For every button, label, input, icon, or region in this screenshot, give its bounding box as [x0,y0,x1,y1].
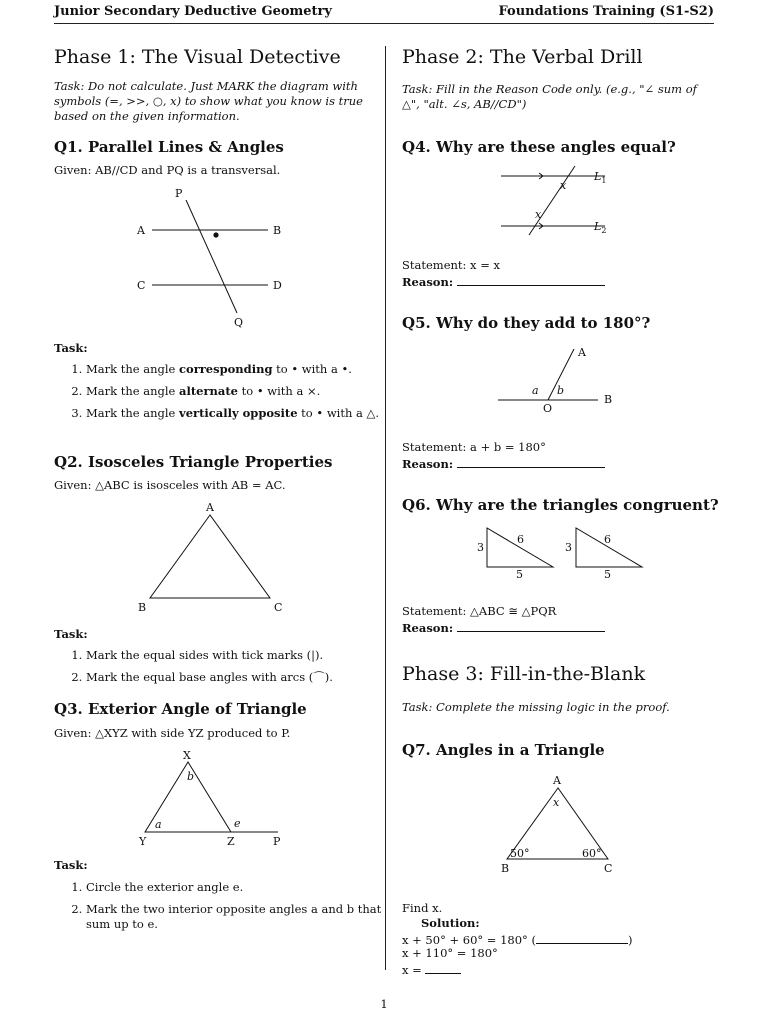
header-right: Foundations Training (S1-S2) [498,4,714,19]
q6-title: Q6. Why are the triangles congruent? [402,496,719,514]
header-rule [54,23,714,24]
q7-solution-label: Solution: [421,916,480,930]
angle-b-label: b [557,384,565,397]
label-x: X [183,749,191,762]
q2-task-list [54,648,386,692]
q4-reason-blank[interactable] [457,273,605,286]
label-p: P [175,187,183,200]
angle-x-bottom: x [535,208,542,221]
label-o: O [543,402,553,415]
q7-line3: x = [402,961,461,978]
header-left: Junior Secondary Deductive Geometry [54,4,332,19]
label-c: C [604,862,613,875]
q7-triangle-diagram [490,766,630,881]
q2-task-item: 2. Mark the equal base angles with arcs (⌒). [86,670,386,685]
phase1-task: Task: Do not calculate. Just MARK the diagram with symbols (=, >>, ○, x) to show what you know is true based on the given information. [54,79,363,123]
q7-title: Q7. Angles in a Triangle [402,741,605,759]
label-b: B [138,601,147,614]
phase1-title: Phase 1: The Visual Detective [54,46,341,68]
q6-triangles-diagram [470,520,650,585]
phase2-task: Task: Fill in the Reason Code only. (e.g., "∠ sum of △", "alt. ∠s, AB//CD") [402,82,697,111]
q2-task-label: Task: [54,627,88,641]
q4-reason-label: Reason: [402,275,454,289]
q7-line2: x + 110° = 180° [402,946,498,960]
angle-b-label: b [187,770,195,783]
q3-title: Q3. Exterior Angle of Triangle [54,700,307,718]
angle-x-top: x [560,179,567,192]
side-3-label: 3 [565,541,572,554]
q1-task-item: 1. Mark the angle corresponding to • with a •. [86,362,386,377]
q5-reason-label: Reason: [402,457,454,471]
q4-parallel-lines-diagram [495,163,625,238]
label-a: A [137,224,145,237]
phase3-title: Phase 3: Fill-in-the-Blank [402,663,646,685]
label-d: D [273,279,282,292]
label-l1: $L_1$ [594,170,607,185]
angle-e-label: e [234,817,241,830]
triangle-abc [150,515,270,598]
q6-reason-row [402,619,605,636]
q1-task-item: 2. Mark the angle alternate to • with a ×. [86,384,386,399]
q2-title: Q2. Isosceles Triangle Properties [54,453,333,471]
q3-task-item: 1. Circle the exterior angle e. [86,880,386,895]
q6-statement: Statement: △ABC ≅ △PQR [402,604,557,618]
transversal-pq [186,200,237,313]
side-5-label: 5 [604,568,611,581]
q6-reason-blank[interactable] [457,619,605,632]
q3-task-label: Task: [54,858,88,872]
label-b: B [604,393,613,406]
q7-line1: x + 50° + 60° = 180° ( ) [402,933,633,947]
q7-find: Find x. [402,901,443,915]
label-p: P [273,835,281,848]
label-y: Y [139,835,147,848]
q3-triangle-diagram [130,745,300,855]
page-number: 1 [380,997,388,1011]
label-b: B [501,862,510,875]
label-a: A [578,346,586,359]
q6-reason-label: Reason: [402,621,454,635]
q5-reason-blank[interactable] [457,455,605,468]
q1-task-item: 3. Mark the angle vertically opposite to • with a △. [86,406,386,421]
q1-diagram [120,180,310,335]
angle-dot-marker [213,232,218,237]
q5-title: Q5. Why do they add to 180°? [402,314,651,332]
side-3-label: 3 [477,541,484,554]
q4-statement: Statement: x = x [402,258,500,272]
label-b: B [273,224,282,237]
angle-a-label: a [155,818,162,831]
label-l2: $L_2$ [594,220,607,235]
label-a: A [553,774,561,787]
phase3-task: Task: Complete the missing logic in the proof. [402,700,670,714]
column-divider [385,46,386,970]
side-6-label: 6 [517,533,524,546]
q7-answer-blank[interactable] [425,961,461,974]
label-a: A [206,501,214,514]
label-c: C [137,279,146,292]
q4-reason-row [402,273,605,290]
angle-b-value: 50° [510,847,530,860]
q1-given: Given: AB//CD and PQ is a transversal. [54,163,281,177]
q1-task-list [54,362,386,428]
q5-straight-angle-diagram [492,340,627,415]
q3-task-list [54,880,386,939]
q4-title: Q4. Why are these angles equal? [402,138,676,156]
angle-c-value: 60° [582,847,602,860]
q3-given: Given: △XYZ with side YZ produced to P. [54,726,291,740]
phase2-title: Phase 2: The Verbal Drill [402,46,643,68]
angle-a-label: a [532,384,539,397]
q2-triangle-diagram [130,498,300,618]
label-c: C [274,601,283,614]
q5-statement: Statement: a + b = 180° [402,440,546,454]
side-5-label: 5 [516,568,523,581]
angle-x-label: x [553,796,560,809]
label-q: Q [234,316,244,329]
q2-given: Given: △ABC is isosceles with AB = AC. [54,478,286,492]
q5-reason-row [402,455,605,472]
q1-title: Q1. Parallel Lines & Angles [54,138,284,156]
q1-task-label: Task: [54,341,88,355]
q3-task-item: 2. Mark the two interior opposite angles a and b that sum up to e. [86,902,386,932]
q2-task-item: 1. Mark the equal sides with tick marks (|). [86,648,386,663]
q7-reason-blank[interactable] [536,931,628,944]
side-6-label: 6 [604,533,611,546]
label-z: Z [227,835,235,848]
